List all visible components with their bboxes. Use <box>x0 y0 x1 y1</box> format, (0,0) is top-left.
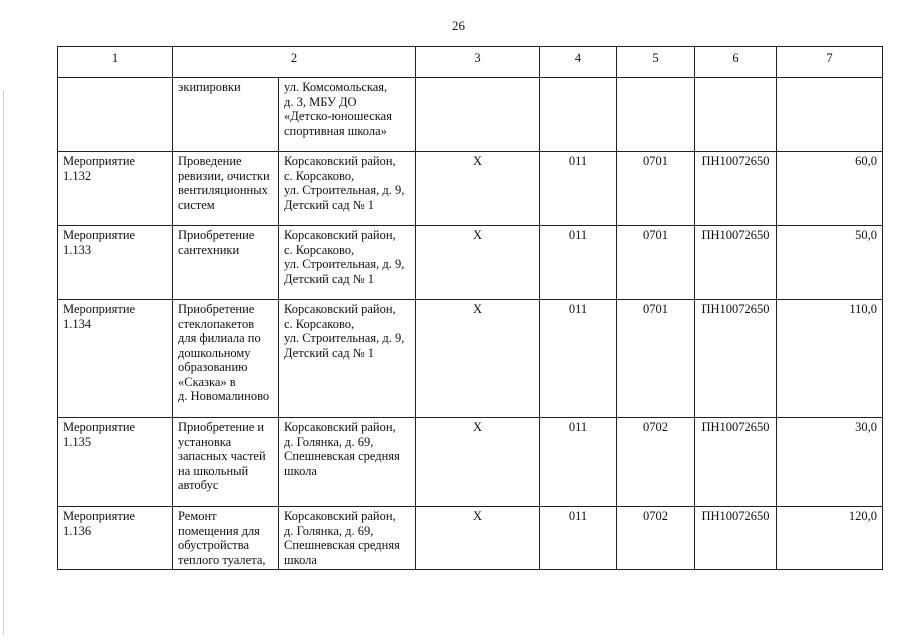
col4-cell: 011 <box>540 418 617 507</box>
col5-cell <box>617 78 695 152</box>
table-header-row <box>58 47 883 78</box>
address-cell: Корсаковский район, с. Корсаково, ул. Строительная, д. 9, Детский сад № 1 <box>279 300 416 418</box>
col3-cell: X <box>416 418 540 507</box>
measure-cell: Мероприятие 1.132 <box>58 152 173 226</box>
table-row <box>58 78 883 152</box>
table-row <box>58 152 883 226</box>
header-col-4: 4 <box>540 47 617 78</box>
address-cell: Корсаковский район, д. Голянка, д. 69, Спешневская средняя школа <box>279 507 416 570</box>
col6-cell: ПН10072650 <box>695 507 777 570</box>
measure-cell: Мероприятие 1.134 <box>58 300 173 418</box>
table-row <box>58 226 883 300</box>
page-number: 26 <box>452 18 465 33</box>
measure-name-cell: Проведение ревизии, очистки вентиляционных систем <box>173 152 279 226</box>
measure-cell <box>58 78 173 152</box>
amount-cell: 50,0 <box>777 226 883 300</box>
col6-cell: ПН10072650 <box>695 418 777 507</box>
table-row <box>58 418 883 507</box>
header-col-2: 2 <box>173 47 416 78</box>
amount-cell: 120,0 <box>777 507 883 570</box>
header-col-6: 6 <box>695 47 777 78</box>
measure-cell: Мероприятие 1.136 <box>58 507 173 570</box>
measure-cell: Мероприятие 1.135 <box>58 418 173 507</box>
col6-cell: ПН10072650 <box>695 152 777 226</box>
col3-cell: X <box>416 152 540 226</box>
header-col-7: 7 <box>777 47 883 78</box>
col5-cell: 0701 <box>617 300 695 418</box>
amount-cell: 30,0 <box>777 418 883 507</box>
amount-cell <box>777 78 883 152</box>
measure-name-cell: Приобретение сантехники <box>173 226 279 300</box>
amount-cell: 60,0 <box>777 152 883 226</box>
col4-cell <box>540 78 617 152</box>
col4-cell: 011 <box>540 152 617 226</box>
amount-cell: 110,0 <box>777 300 883 418</box>
measure-name-cell: экипировки <box>173 78 279 152</box>
col3-cell: X <box>416 507 540 570</box>
col3-cell <box>416 78 540 152</box>
col6-cell: ПН10072650 <box>695 226 777 300</box>
col5-cell: 0701 <box>617 152 695 226</box>
header-col-1: 1 <box>58 47 173 78</box>
measure-cell: Мероприятие 1.133 <box>58 226 173 300</box>
col4-cell: 011 <box>540 300 617 418</box>
table-row <box>58 507 883 570</box>
budget-table <box>57 46 883 570</box>
measure-name-cell: Приобретение и установка запасных частей на школьный автобус <box>173 418 279 507</box>
header-col-3: 3 <box>416 47 540 78</box>
measure-name-cell: Приобретение стеклопакетов для филиала по дошкольному образованию «Сказка» в д. Новомалиново <box>173 300 279 418</box>
col5-cell: 0702 <box>617 418 695 507</box>
col6-cell: ПН10072650 <box>695 300 777 418</box>
address-cell: ул. Комсомольская, д. 3, МБУ ДО «Детско-юношеская спортивная школа» <box>279 78 416 152</box>
col5-cell: 0701 <box>617 226 695 300</box>
address-cell: Корсаковский район, с. Корсаково, ул. Строительная, д. 9, Детский сад № 1 <box>279 152 416 226</box>
header-col-5: 5 <box>617 47 695 78</box>
address-cell: Корсаковский район, с. Корсаково, ул. Строительная, д. 9, Детский сад № 1 <box>279 226 416 300</box>
scan-edge-line <box>3 90 4 635</box>
table-row <box>58 300 883 418</box>
measure-name-cell: Ремонт помещения для обустройства теплого туалета, <box>173 507 279 570</box>
address-cell: Корсаковский район, д. Голянка, д. 69, Спешневская средняя школа <box>279 418 416 507</box>
col5-cell: 0702 <box>617 507 695 570</box>
col3-cell: X <box>416 300 540 418</box>
col4-cell: 011 <box>540 226 617 300</box>
col6-cell <box>695 78 777 152</box>
col4-cell: 011 <box>540 507 617 570</box>
col3-cell: X <box>416 226 540 300</box>
